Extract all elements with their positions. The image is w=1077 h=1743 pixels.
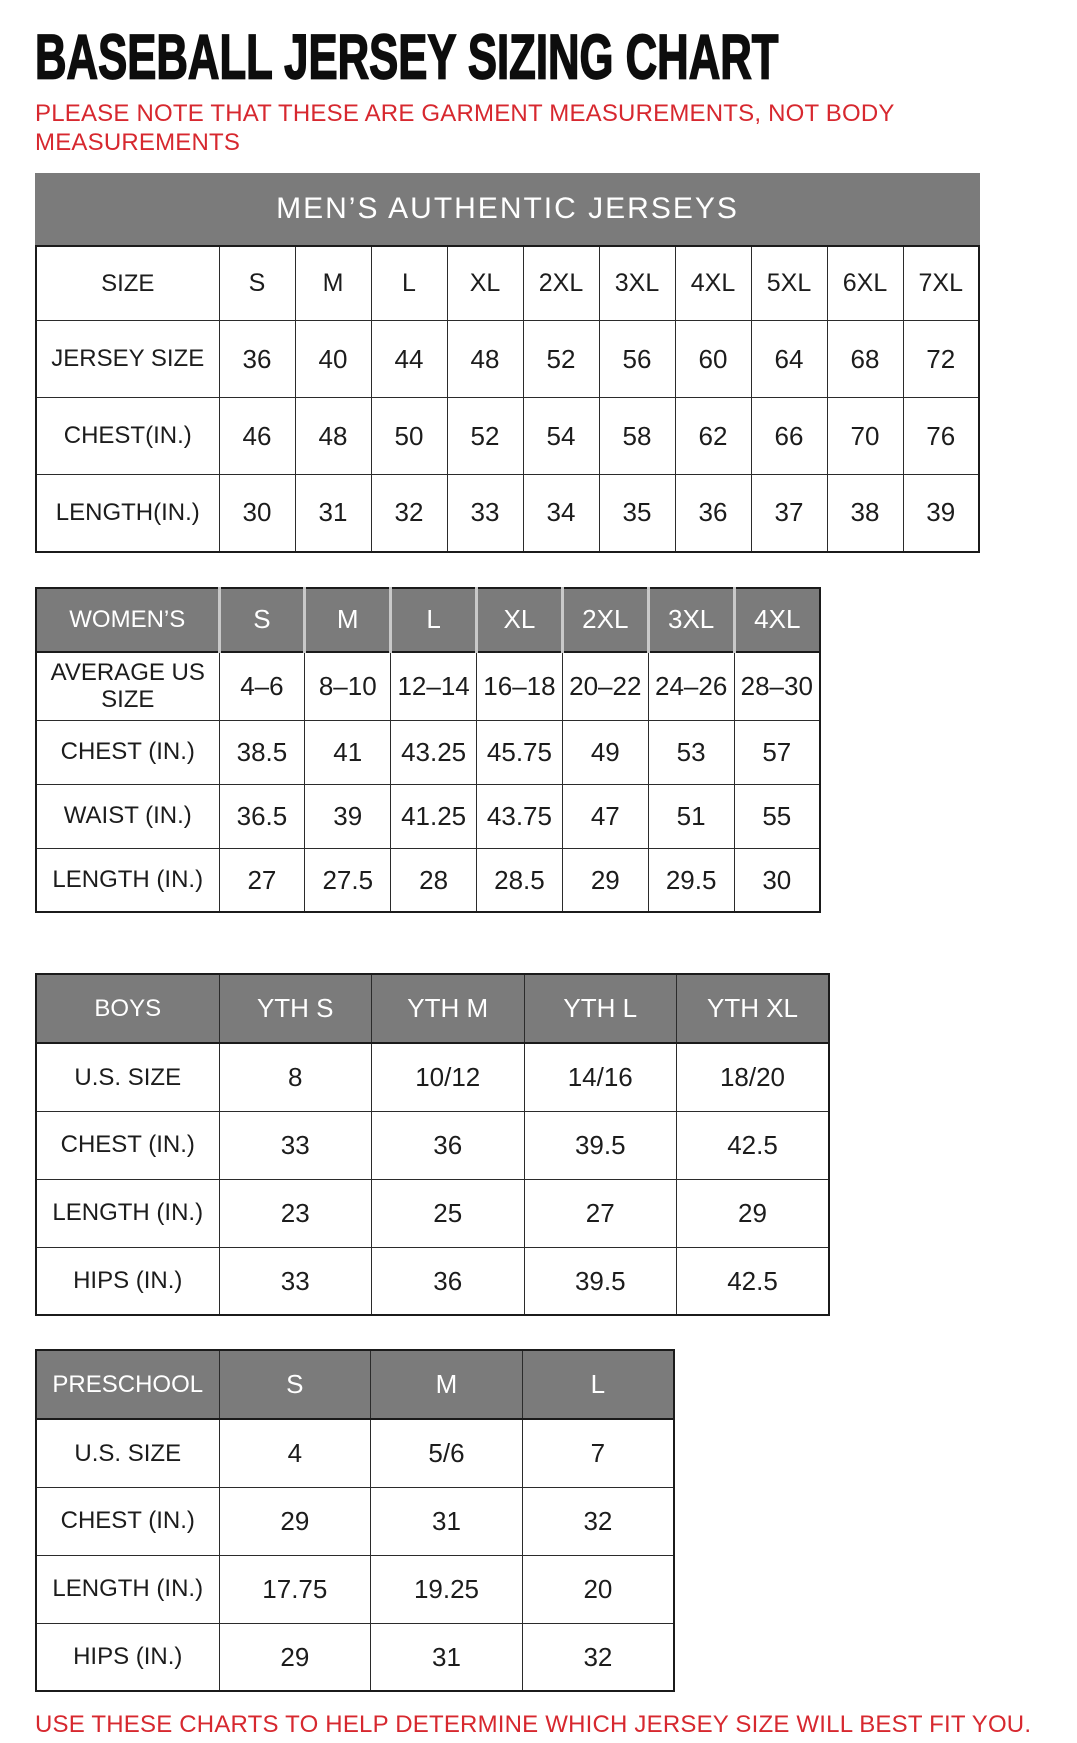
table-cell: 39 — [903, 475, 979, 552]
column-header: S — [219, 1350, 371, 1419]
table-cell: 51 — [648, 784, 734, 848]
table-cell: 36 — [372, 1247, 525, 1315]
column-header: YTH L — [524, 974, 677, 1043]
table-cell: 34 — [523, 475, 599, 552]
table-header-label: BOYS — [36, 974, 219, 1043]
table-cell: 33 — [219, 1111, 372, 1179]
column-header: L — [391, 588, 477, 652]
table-cell: 39.5 — [524, 1247, 677, 1315]
table-cell: 38 — [827, 475, 903, 552]
table-cell: 29 — [219, 1623, 371, 1691]
table-cell: 14/16 — [524, 1043, 677, 1111]
table-cell: 47 — [562, 784, 648, 848]
mens-size-table — [35, 245, 980, 553]
footer-note: USE THESE CHARTS TO HELP DETERMINE WHICH JERSEY SIZE WILL BEST FIT YOU. — [35, 1711, 1032, 1739]
table-cell: 28–30 — [734, 652, 820, 721]
row-label: LENGTH (IN.) — [36, 1179, 219, 1247]
table-cell: 42.5 — [677, 1247, 830, 1315]
table-cell: 29 — [219, 1487, 371, 1555]
table-cell: 64 — [751, 321, 827, 398]
column-header: XL — [477, 588, 563, 652]
table-row — [36, 398, 979, 475]
table-cell: 32 — [522, 1487, 674, 1555]
table-cell: 36 — [372, 1111, 525, 1179]
preschool-size-table — [35, 1349, 675, 1692]
column-header: YTH S — [219, 974, 372, 1043]
table-cell: 31 — [371, 1623, 523, 1691]
womens-size-table — [35, 587, 821, 914]
table-cell: 25 — [372, 1179, 525, 1247]
table-cell: 28.5 — [477, 848, 563, 912]
table-cell: 43.25 — [391, 720, 477, 784]
table-row — [36, 1043, 829, 1111]
column-header: 2XL — [523, 246, 599, 321]
table-cell: 32 — [371, 475, 447, 552]
table-cell: 48 — [447, 321, 523, 398]
table-cell: 56 — [599, 321, 675, 398]
table-cell: 17.75 — [219, 1555, 371, 1623]
column-header: L — [371, 246, 447, 321]
table-cell: 28 — [391, 848, 477, 912]
table-cell: 27 — [219, 848, 305, 912]
table-cell: 24–26 — [648, 652, 734, 721]
page-title: BASEBALL JERSEY SIZING CHART — [35, 21, 779, 93]
table-cell: 36 — [219, 321, 295, 398]
table-cell: 57 — [734, 720, 820, 784]
table-row — [36, 784, 820, 848]
table-row — [36, 652, 820, 721]
row-label: CHEST (IN.) — [36, 1111, 219, 1179]
mens-authentic-jerseys-banner: MEN’S AUTHENTIC JERSEYS — [35, 173, 980, 245]
column-header: 3XL — [648, 588, 734, 652]
table-cell: 70 — [827, 398, 903, 475]
table-cell: 23 — [219, 1179, 372, 1247]
table-cell: 53 — [648, 720, 734, 784]
table-cell: 52 — [447, 398, 523, 475]
row-label: LENGTH (IN.) — [36, 1555, 219, 1623]
table-cell: 62 — [675, 398, 751, 475]
table-cell: 39.5 — [524, 1111, 677, 1179]
table-cell: 8–10 — [305, 652, 391, 721]
table-cell: 10/12 — [372, 1043, 525, 1111]
table-cell: 20–22 — [562, 652, 648, 721]
boys-size-table — [35, 973, 830, 1316]
table-cell: 36 — [675, 475, 751, 552]
row-label: U.S. SIZE — [36, 1043, 219, 1111]
table-cell: 72 — [903, 321, 979, 398]
table-row — [36, 1111, 829, 1179]
row-label: JERSEY SIZE — [36, 321, 219, 398]
table-cell: 44 — [371, 321, 447, 398]
table-row — [36, 321, 979, 398]
table-cell: 46 — [219, 398, 295, 475]
table-cell: 39 — [305, 784, 391, 848]
table-cell: 29 — [677, 1179, 830, 1247]
table-cell: 38.5 — [219, 720, 305, 784]
column-header: S — [219, 246, 295, 321]
row-label: WAIST (IN.) — [36, 784, 219, 848]
table-cell: 40 — [295, 321, 371, 398]
table-cell: 42.5 — [677, 1111, 830, 1179]
table-cell: 16–18 — [477, 652, 563, 721]
table-cell: 35 — [599, 475, 675, 552]
column-header: M — [371, 1350, 523, 1419]
column-header: YTH XL — [677, 974, 830, 1043]
table-cell: 68 — [827, 321, 903, 398]
table-row — [36, 1555, 674, 1623]
table-cell: 66 — [751, 398, 827, 475]
table-cell: 37 — [751, 475, 827, 552]
table-cell: 41.25 — [391, 784, 477, 848]
table-row — [36, 1487, 674, 1555]
table-cell: 52 — [523, 321, 599, 398]
table-cell: 5/6 — [371, 1419, 523, 1487]
table-cell: 7 — [522, 1419, 674, 1487]
table-row — [36, 720, 820, 784]
table-cell: 27.5 — [305, 848, 391, 912]
table-cell: 8 — [219, 1043, 372, 1111]
table-cell: 49 — [562, 720, 648, 784]
column-header: M — [295, 246, 371, 321]
table-cell: 48 — [295, 398, 371, 475]
table-row — [36, 475, 979, 552]
row-label: U.S. SIZE — [36, 1419, 219, 1487]
table-cell: 19.25 — [371, 1555, 523, 1623]
row-label: CHEST (IN.) — [36, 720, 219, 784]
table-cell: 33 — [219, 1247, 372, 1315]
table-cell: 29 — [562, 848, 648, 912]
table-row — [36, 1419, 674, 1487]
table-cell: 30 — [734, 848, 820, 912]
column-header: 5XL — [751, 246, 827, 321]
table-cell: 36.5 — [219, 784, 305, 848]
row-label: AVERAGE US SIZE — [36, 652, 219, 721]
table-cell: 4–6 — [219, 652, 305, 721]
table-row — [36, 1623, 674, 1691]
column-header: 3XL — [599, 246, 675, 321]
table-cell: 31 — [371, 1487, 523, 1555]
table-cell: 32 — [522, 1623, 674, 1691]
table-cell: 76 — [903, 398, 979, 475]
row-label: LENGTH (IN.) — [36, 848, 219, 912]
table-cell: 33 — [447, 475, 523, 552]
table-cell: 12–14 — [391, 652, 477, 721]
table-cell: 45.75 — [477, 720, 563, 784]
row-label: CHEST(IN.) — [36, 398, 219, 475]
table-cell: 27 — [524, 1179, 677, 1247]
table-cell: 43.75 — [477, 784, 563, 848]
column-header: 4XL — [675, 246, 751, 321]
table-row — [36, 848, 820, 912]
table-cell: 18/20 — [677, 1043, 830, 1111]
column-header: 7XL — [903, 246, 979, 321]
column-header: 6XL — [827, 246, 903, 321]
garment-measurement-note: PLEASE NOTE THAT THESE ARE GARMENT MEASUREMENTS, NOT BODY MEASUREMENTS — [35, 100, 895, 156]
table-row — [36, 1247, 829, 1315]
row-label: CHEST (IN.) — [36, 1487, 219, 1555]
table-cell: 58 — [599, 398, 675, 475]
table-header-label: PRESCHOOL — [36, 1350, 219, 1419]
column-header: YTH M — [372, 974, 525, 1043]
table-cell: 50 — [371, 398, 447, 475]
column-header: L — [522, 1350, 674, 1419]
column-header: 4XL — [734, 588, 820, 652]
row-label: HIPS (IN.) — [36, 1247, 219, 1315]
table-header-label: WOMEN’S — [36, 588, 219, 652]
row-label: LENGTH(IN.) — [36, 475, 219, 552]
table-row — [36, 1179, 829, 1247]
column-header: S — [219, 588, 305, 652]
table-cell: 55 — [734, 784, 820, 848]
table-cell: 29.5 — [648, 848, 734, 912]
table-cell: 20 — [522, 1555, 674, 1623]
column-header: XL — [447, 246, 523, 321]
table-cell: 30 — [219, 475, 295, 552]
row-label: HIPS (IN.) — [36, 1623, 219, 1691]
column-header: M — [305, 588, 391, 652]
table-cell: 41 — [305, 720, 391, 784]
table-cell: 60 — [675, 321, 751, 398]
table-cell: 31 — [295, 475, 371, 552]
table-header-label: SIZE — [36, 246, 219, 321]
column-header: 2XL — [562, 588, 648, 652]
table-cell: 4 — [219, 1419, 371, 1487]
table-cell: 54 — [523, 398, 599, 475]
